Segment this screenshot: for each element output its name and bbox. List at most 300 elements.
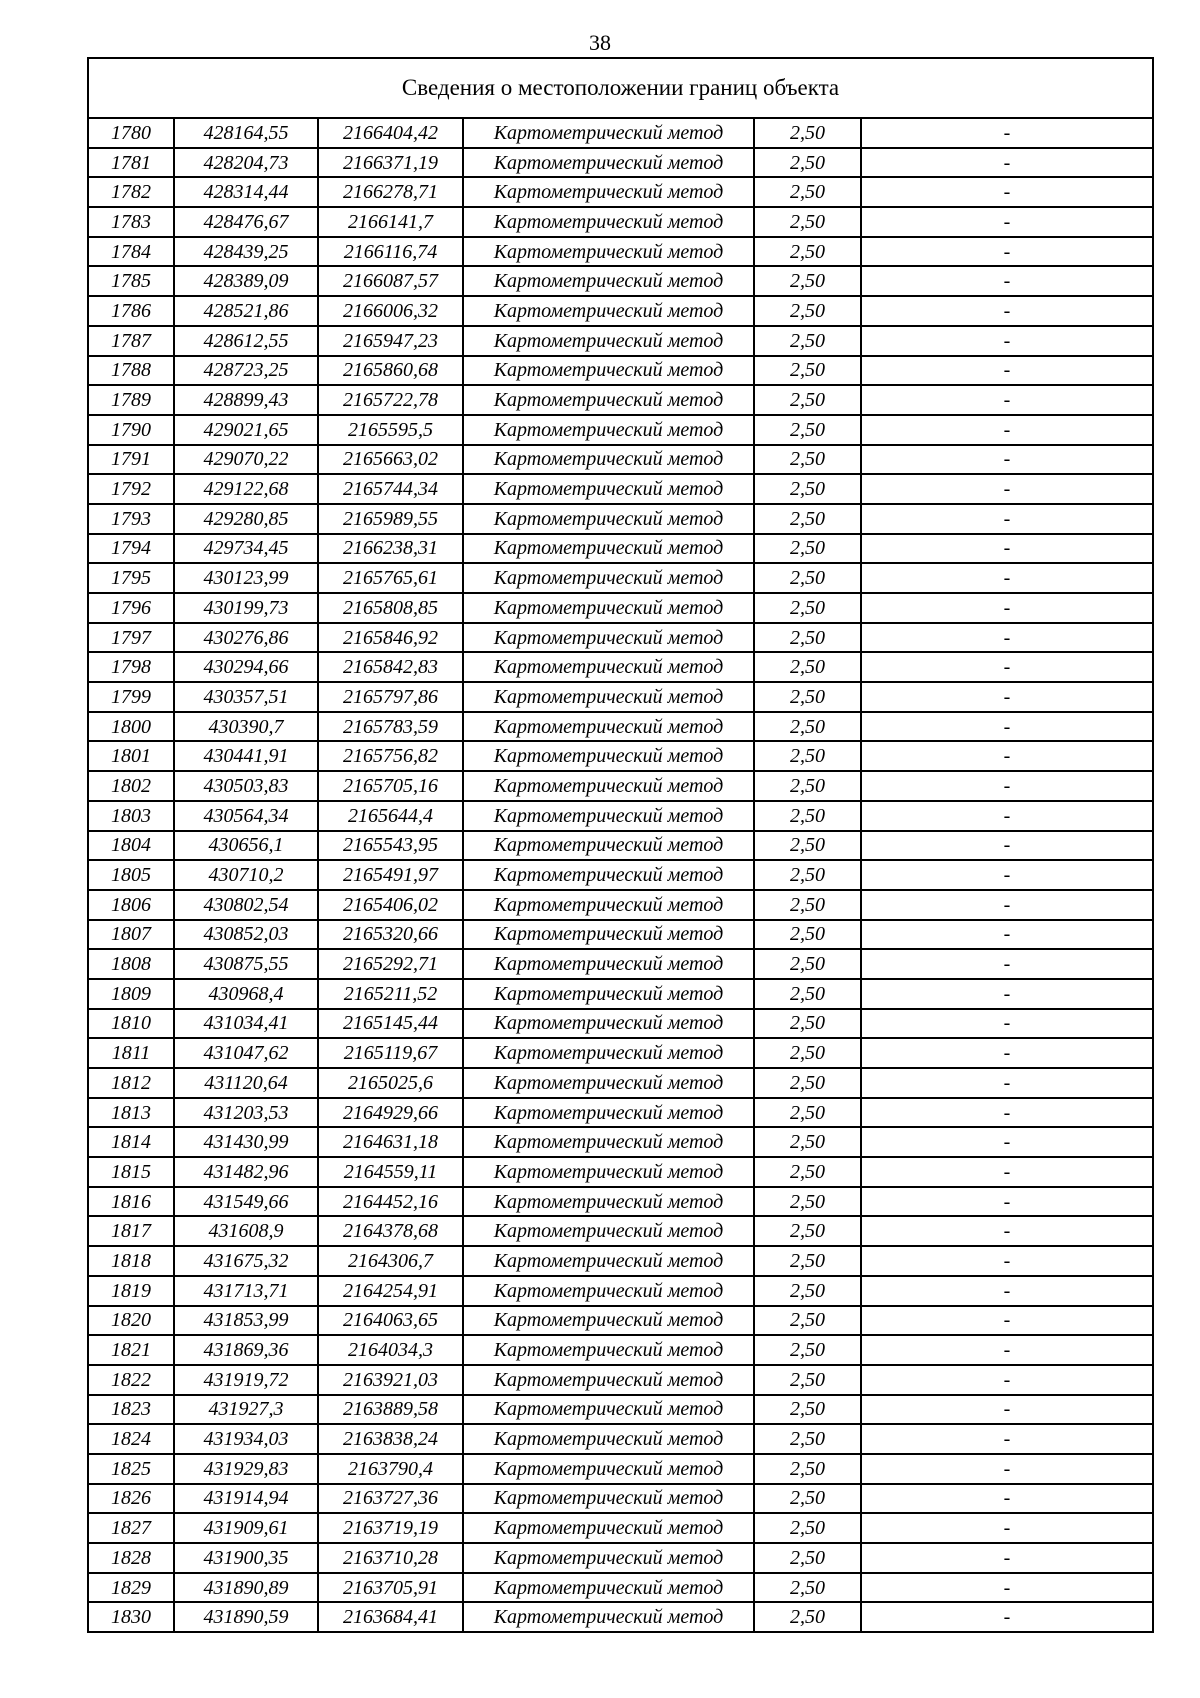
point-number-cell: 1791 <box>88 445 174 475</box>
point-number-cell: 1799 <box>88 682 174 712</box>
table-row <box>88 1098 1153 1128</box>
method-cell: Картометрический метод <box>463 1009 754 1039</box>
description-cell: - <box>861 1246 1153 1276</box>
y-coordinate-cell: 2166371,19 <box>318 148 463 178</box>
y-coordinate-cell: 2165025,6 <box>318 1068 463 1098</box>
point-number-cell: 1816 <box>88 1187 174 1217</box>
table-row <box>88 860 1153 890</box>
accuracy-cell: 2,50 <box>754 504 861 534</box>
accuracy-cell: 2,50 <box>754 1395 861 1425</box>
table-row <box>88 741 1153 771</box>
description-cell: - <box>861 712 1153 742</box>
table-row <box>88 1216 1153 1246</box>
method-cell: Картометрический метод <box>463 1424 754 1454</box>
table-row <box>88 266 1153 296</box>
x-coordinate-cell: 430710,2 <box>174 860 318 890</box>
y-coordinate-cell: 2165842,83 <box>318 652 463 682</box>
method-cell: Картометрический метод <box>463 266 754 296</box>
point-number-cell: 1807 <box>88 920 174 950</box>
table-row <box>88 682 1153 712</box>
accuracy-cell: 2,50 <box>754 474 861 504</box>
point-number-cell: 1814 <box>88 1127 174 1157</box>
point-number-cell: 1825 <box>88 1454 174 1484</box>
point-number-cell: 1823 <box>88 1395 174 1425</box>
x-coordinate-cell: 430503,83 <box>174 771 318 801</box>
accuracy-cell: 2,50 <box>754 771 861 801</box>
accuracy-cell: 2,50 <box>754 593 861 623</box>
point-number-cell: 1806 <box>88 890 174 920</box>
point-number-cell: 1794 <box>88 534 174 564</box>
accuracy-cell: 2,50 <box>754 623 861 653</box>
y-coordinate-cell: 2163790,4 <box>318 1454 463 1484</box>
table-row <box>88 474 1153 504</box>
table-row <box>88 385 1153 415</box>
point-number-cell: 1821 <box>88 1335 174 1365</box>
method-cell: Картометрический метод <box>463 207 754 237</box>
description-cell: - <box>861 623 1153 653</box>
table-row <box>88 1424 1153 1454</box>
accuracy-cell: 2,50 <box>754 534 861 564</box>
description-cell: - <box>861 1573 1153 1603</box>
y-coordinate-cell: 2165644,4 <box>318 801 463 831</box>
x-coordinate-cell: 431608,9 <box>174 1216 318 1246</box>
method-cell: Картометрический метод <box>463 1602 754 1632</box>
method-cell: Картометрический метод <box>463 1395 754 1425</box>
method-cell: Картометрический метод <box>463 623 754 653</box>
table-row <box>88 1602 1153 1632</box>
method-cell: Картометрический метод <box>463 1306 754 1336</box>
accuracy-cell: 2,50 <box>754 1068 861 1098</box>
method-cell: Картометрический метод <box>463 1513 754 1543</box>
point-number-cell: 1811 <box>88 1038 174 1068</box>
x-coordinate-cell: 431890,89 <box>174 1573 318 1603</box>
x-coordinate-cell: 431120,64 <box>174 1068 318 1098</box>
point-number-cell: 1805 <box>88 860 174 890</box>
point-number-cell: 1801 <box>88 741 174 771</box>
page-number: 38 <box>589 30 611 55</box>
description-cell: - <box>861 1543 1153 1573</box>
description-cell: - <box>861 1009 1153 1039</box>
accuracy-cell: 2,50 <box>754 118 861 148</box>
y-coordinate-cell: 2165808,85 <box>318 593 463 623</box>
table-row <box>88 148 1153 178</box>
point-number-cell: 1826 <box>88 1484 174 1514</box>
point-number-cell: 1800 <box>88 712 174 742</box>
y-coordinate-cell: 2163727,36 <box>318 1484 463 1514</box>
table-row <box>88 1068 1153 1098</box>
x-coordinate-cell: 430656,1 <box>174 831 318 861</box>
method-cell: Картометрический метод <box>463 118 754 148</box>
y-coordinate-cell: 2165211,52 <box>318 979 463 1009</box>
method-cell: Картометрический метод <box>463 1157 754 1187</box>
description-cell: - <box>861 1068 1153 1098</box>
point-number-cell: 1782 <box>88 177 174 207</box>
table-row <box>88 1484 1153 1514</box>
y-coordinate-cell: 2165320,66 <box>318 920 463 950</box>
method-cell: Картометрический метод <box>463 1335 754 1365</box>
description-cell: - <box>861 504 1153 534</box>
method-cell: Картометрический метод <box>463 801 754 831</box>
table-row <box>88 623 1153 653</box>
point-number-cell: 1827 <box>88 1513 174 1543</box>
table-row <box>88 1365 1153 1395</box>
method-cell: Картометрический метод <box>463 504 754 534</box>
table-row <box>88 1543 1153 1573</box>
x-coordinate-cell: 431047,62 <box>174 1038 318 1068</box>
accuracy-cell: 2,50 <box>754 1602 861 1632</box>
x-coordinate-cell: 428521,86 <box>174 296 318 326</box>
description-cell: - <box>861 445 1153 475</box>
accuracy-cell: 2,50 <box>754 415 861 445</box>
y-coordinate-cell: 2165744,34 <box>318 474 463 504</box>
table-row <box>88 1513 1153 1543</box>
accuracy-cell: 2,50 <box>754 266 861 296</box>
description-cell: - <box>861 1424 1153 1454</box>
y-coordinate-cell: 2164452,16 <box>318 1187 463 1217</box>
accuracy-cell: 2,50 <box>754 1098 861 1128</box>
x-coordinate-cell: 431675,32 <box>174 1246 318 1276</box>
y-coordinate-cell: 2164559,11 <box>318 1157 463 1187</box>
table-row <box>88 1187 1153 1217</box>
point-number-cell: 1784 <box>88 237 174 267</box>
table-row <box>88 1573 1153 1603</box>
y-coordinate-cell: 2165119,67 <box>318 1038 463 1068</box>
accuracy-cell: 2,50 <box>754 860 861 890</box>
description-cell: - <box>861 1335 1153 1365</box>
description-cell: - <box>861 563 1153 593</box>
accuracy-cell: 2,50 <box>754 1038 861 1068</box>
y-coordinate-cell: 2165705,16 <box>318 771 463 801</box>
x-coordinate-cell: 431430,99 <box>174 1127 318 1157</box>
y-coordinate-cell: 2164929,66 <box>318 1098 463 1128</box>
method-cell: Картометрический метод <box>463 890 754 920</box>
x-coordinate-cell: 430357,51 <box>174 682 318 712</box>
x-coordinate-cell: 430968,4 <box>174 979 318 1009</box>
x-coordinate-cell: 431482,96 <box>174 1157 318 1187</box>
accuracy-cell: 2,50 <box>754 801 861 831</box>
y-coordinate-cell: 2166116,74 <box>318 237 463 267</box>
method-cell: Картометрический метод <box>463 1276 754 1306</box>
table-row <box>88 1157 1153 1187</box>
point-number-cell: 1815 <box>88 1157 174 1187</box>
table-row <box>88 890 1153 920</box>
x-coordinate-cell: 430802,54 <box>174 890 318 920</box>
description-cell: - <box>861 860 1153 890</box>
point-number-cell: 1817 <box>88 1216 174 1246</box>
x-coordinate-cell: 431919,72 <box>174 1365 318 1395</box>
table-row <box>88 1306 1153 1336</box>
table-row <box>88 237 1153 267</box>
accuracy-cell: 2,50 <box>754 831 861 861</box>
x-coordinate-cell: 429122,68 <box>174 474 318 504</box>
description-cell: - <box>861 207 1153 237</box>
description-cell: - <box>861 474 1153 504</box>
accuracy-cell: 2,50 <box>754 682 861 712</box>
accuracy-cell: 2,50 <box>754 712 861 742</box>
y-coordinate-cell: 2165846,92 <box>318 623 463 653</box>
method-cell: Картометрический метод <box>463 237 754 267</box>
y-coordinate-cell: 2164306,7 <box>318 1246 463 1276</box>
y-coordinate-cell: 2163710,28 <box>318 1543 463 1573</box>
x-coordinate-cell: 431869,36 <box>174 1335 318 1365</box>
y-coordinate-cell: 2164631,18 <box>318 1127 463 1157</box>
accuracy-cell: 2,50 <box>754 1543 861 1573</box>
method-cell: Картометрический метод <box>463 296 754 326</box>
table-row <box>88 652 1153 682</box>
table-row <box>88 296 1153 326</box>
method-cell: Картометрический метод <box>463 385 754 415</box>
y-coordinate-cell: 2164034,3 <box>318 1335 463 1365</box>
point-number-cell: 1786 <box>88 296 174 326</box>
description-cell: - <box>861 1365 1153 1395</box>
point-number-cell: 1820 <box>88 1306 174 1336</box>
accuracy-cell: 2,50 <box>754 1484 861 1514</box>
point-number-cell: 1822 <box>88 1365 174 1395</box>
method-cell: Картометрический метод <box>463 415 754 445</box>
description-cell: - <box>861 831 1153 861</box>
description-cell: - <box>861 266 1153 296</box>
table-row <box>88 831 1153 861</box>
x-coordinate-cell: 430123,99 <box>174 563 318 593</box>
x-coordinate-cell: 431929,83 <box>174 1454 318 1484</box>
x-coordinate-cell: 431914,94 <box>174 1484 318 1514</box>
description-cell: - <box>861 296 1153 326</box>
description-cell: - <box>861 890 1153 920</box>
table-title: Сведения о местоположении границ объекта <box>88 58 1153 118</box>
x-coordinate-cell: 429280,85 <box>174 504 318 534</box>
y-coordinate-cell: 2163684,41 <box>318 1602 463 1632</box>
point-number-cell: 1810 <box>88 1009 174 1039</box>
x-coordinate-cell: 431900,35 <box>174 1543 318 1573</box>
x-coordinate-cell: 430390,7 <box>174 712 318 742</box>
table-row <box>88 326 1153 356</box>
y-coordinate-cell: 2166087,57 <box>318 266 463 296</box>
y-coordinate-cell: 2165491,97 <box>318 860 463 890</box>
method-cell: Картометрический метод <box>463 445 754 475</box>
x-coordinate-cell: 431034,41 <box>174 1009 318 1039</box>
method-cell: Картометрический метод <box>463 474 754 504</box>
y-coordinate-cell: 2165722,78 <box>318 385 463 415</box>
method-cell: Картометрический метод <box>463 1543 754 1573</box>
method-cell: Картометрический метод <box>463 741 754 771</box>
table-row <box>88 504 1153 534</box>
point-number-cell: 1785 <box>88 266 174 296</box>
table-row <box>88 979 1153 1009</box>
description-cell: - <box>861 1187 1153 1217</box>
point-number-cell: 1819 <box>88 1276 174 1306</box>
table-row <box>88 118 1153 148</box>
point-number-cell: 1809 <box>88 979 174 1009</box>
method-cell: Картометрический метод <box>463 1038 754 1068</box>
point-number-cell: 1796 <box>88 593 174 623</box>
point-number-cell: 1828 <box>88 1543 174 1573</box>
table-row <box>88 207 1153 237</box>
accuracy-cell: 2,50 <box>754 1306 861 1336</box>
table-row <box>88 1335 1153 1365</box>
method-cell: Картометрический метод <box>463 979 754 1009</box>
y-coordinate-cell: 2166238,31 <box>318 534 463 564</box>
y-coordinate-cell: 2165765,61 <box>318 563 463 593</box>
x-coordinate-cell: 430852,03 <box>174 920 318 950</box>
accuracy-cell: 2,50 <box>754 1424 861 1454</box>
description-cell: - <box>861 118 1153 148</box>
description-cell: - <box>861 1098 1153 1128</box>
method-cell: Картометрический метод <box>463 1068 754 1098</box>
description-cell: - <box>861 1276 1153 1306</box>
accuracy-cell: 2,50 <box>754 563 861 593</box>
accuracy-cell: 2,50 <box>754 890 861 920</box>
x-coordinate-cell: 429734,45 <box>174 534 318 564</box>
y-coordinate-cell: 2164063,65 <box>318 1306 463 1336</box>
table-row <box>88 1276 1153 1306</box>
accuracy-cell: 2,50 <box>754 237 861 267</box>
y-coordinate-cell: 2165947,23 <box>318 326 463 356</box>
method-cell: Картометрический метод <box>463 177 754 207</box>
y-coordinate-cell: 2165797,86 <box>318 682 463 712</box>
accuracy-cell: 2,50 <box>754 385 861 415</box>
method-cell: Картометрический метод <box>463 860 754 890</box>
table-row <box>88 1038 1153 1068</box>
table-row <box>88 563 1153 593</box>
y-coordinate-cell: 2165756,82 <box>318 741 463 771</box>
accuracy-cell: 2,50 <box>754 1216 861 1246</box>
point-number-cell: 1808 <box>88 949 174 979</box>
method-cell: Картометрический метод <box>463 534 754 564</box>
y-coordinate-cell: 2165860,68 <box>318 356 463 386</box>
y-coordinate-cell: 2163838,24 <box>318 1424 463 1454</box>
point-number-cell: 1795 <box>88 563 174 593</box>
x-coordinate-cell: 430564,34 <box>174 801 318 831</box>
table-row <box>88 712 1153 742</box>
y-coordinate-cell: 2165783,59 <box>318 712 463 742</box>
x-coordinate-cell: 428164,55 <box>174 118 318 148</box>
method-cell: Картометрический метод <box>463 563 754 593</box>
description-cell: - <box>861 177 1153 207</box>
table-row <box>88 534 1153 564</box>
description-cell: - <box>861 534 1153 564</box>
y-coordinate-cell: 2166141,7 <box>318 207 463 237</box>
point-number-cell: 1790 <box>88 415 174 445</box>
x-coordinate-cell: 430199,73 <box>174 593 318 623</box>
method-cell: Картометрический метод <box>463 920 754 950</box>
y-coordinate-cell: 2163889,58 <box>318 1395 463 1425</box>
point-number-cell: 1830 <box>88 1602 174 1632</box>
accuracy-cell: 2,50 <box>754 326 861 356</box>
x-coordinate-cell: 431549,66 <box>174 1187 318 1217</box>
y-coordinate-cell: 2165145,44 <box>318 1009 463 1039</box>
description-cell: - <box>861 1513 1153 1543</box>
description-cell: - <box>861 593 1153 623</box>
accuracy-cell: 2,50 <box>754 1127 861 1157</box>
point-number-cell: 1804 <box>88 831 174 861</box>
y-coordinate-cell: 2166006,32 <box>318 296 463 326</box>
accuracy-cell: 2,50 <box>754 949 861 979</box>
point-number-cell: 1787 <box>88 326 174 356</box>
table-row <box>88 949 1153 979</box>
description-cell: - <box>861 1484 1153 1514</box>
method-cell: Картометрический метод <box>463 1573 754 1603</box>
accuracy-cell: 2,50 <box>754 1276 861 1306</box>
method-cell: Картометрический метод <box>463 712 754 742</box>
y-coordinate-cell: 2163719,19 <box>318 1513 463 1543</box>
method-cell: Картометрический метод <box>463 771 754 801</box>
description-cell: - <box>861 1157 1153 1187</box>
method-cell: Картометрический метод <box>463 1246 754 1276</box>
accuracy-cell: 2,50 <box>754 741 861 771</box>
method-cell: Картометрический метод <box>463 949 754 979</box>
accuracy-cell: 2,50 <box>754 1335 861 1365</box>
table-row <box>88 1246 1153 1276</box>
y-coordinate-cell: 2165406,02 <box>318 890 463 920</box>
point-number-cell: 1812 <box>88 1068 174 1098</box>
accuracy-cell: 2,50 <box>754 177 861 207</box>
point-number-cell: 1781 <box>88 148 174 178</box>
x-coordinate-cell: 430441,91 <box>174 741 318 771</box>
table-row <box>88 920 1153 950</box>
x-coordinate-cell: 430276,86 <box>174 623 318 653</box>
method-cell: Картометрический метод <box>463 326 754 356</box>
x-coordinate-cell: 429021,65 <box>174 415 318 445</box>
accuracy-cell: 2,50 <box>754 1157 861 1187</box>
x-coordinate-cell: 428476,67 <box>174 207 318 237</box>
table-row <box>88 1454 1153 1484</box>
y-coordinate-cell: 2165989,55 <box>318 504 463 534</box>
y-coordinate-cell: 2163921,03 <box>318 1365 463 1395</box>
x-coordinate-cell: 429070,22 <box>174 445 318 475</box>
description-cell: - <box>861 237 1153 267</box>
accuracy-cell: 2,50 <box>754 148 861 178</box>
point-number-cell: 1793 <box>88 504 174 534</box>
x-coordinate-cell: 428439,25 <box>174 237 318 267</box>
x-coordinate-cell: 430875,55 <box>174 949 318 979</box>
x-coordinate-cell: 428723,25 <box>174 356 318 386</box>
y-coordinate-cell: 2166404,42 <box>318 118 463 148</box>
x-coordinate-cell: 428204,73 <box>174 148 318 178</box>
table-body <box>88 58 1153 1632</box>
accuracy-cell: 2,50 <box>754 979 861 1009</box>
accuracy-cell: 2,50 <box>754 1009 861 1039</box>
point-number-cell: 1813 <box>88 1098 174 1128</box>
method-cell: Картометрический метод <box>463 148 754 178</box>
description-cell: - <box>861 682 1153 712</box>
y-coordinate-cell: 2165543,95 <box>318 831 463 861</box>
method-cell: Картометрический метод <box>463 1216 754 1246</box>
method-cell: Картометрический метод <box>463 1187 754 1217</box>
method-cell: Картометрический метод <box>463 682 754 712</box>
x-coordinate-cell: 428612,55 <box>174 326 318 356</box>
table-row <box>88 356 1153 386</box>
x-coordinate-cell: 431909,61 <box>174 1513 318 1543</box>
table-row <box>88 1395 1153 1425</box>
point-number-cell: 1798 <box>88 652 174 682</box>
point-number-cell: 1780 <box>88 118 174 148</box>
method-cell: Картометрический метод <box>463 1484 754 1514</box>
x-coordinate-cell: 428314,44 <box>174 177 318 207</box>
table-title-row <box>88 58 1153 118</box>
description-cell: - <box>861 385 1153 415</box>
description-cell: - <box>861 1127 1153 1157</box>
point-number-cell: 1783 <box>88 207 174 237</box>
accuracy-cell: 2,50 <box>754 1513 861 1543</box>
description-cell: - <box>861 148 1153 178</box>
accuracy-cell: 2,50 <box>754 652 861 682</box>
description-cell: - <box>861 1306 1153 1336</box>
x-coordinate-cell: 431853,99 <box>174 1306 318 1336</box>
description-cell: - <box>861 1395 1153 1425</box>
y-coordinate-cell: 2164254,91 <box>318 1276 463 1306</box>
description-cell: - <box>861 415 1153 445</box>
method-cell: Картометрический метод <box>463 593 754 623</box>
